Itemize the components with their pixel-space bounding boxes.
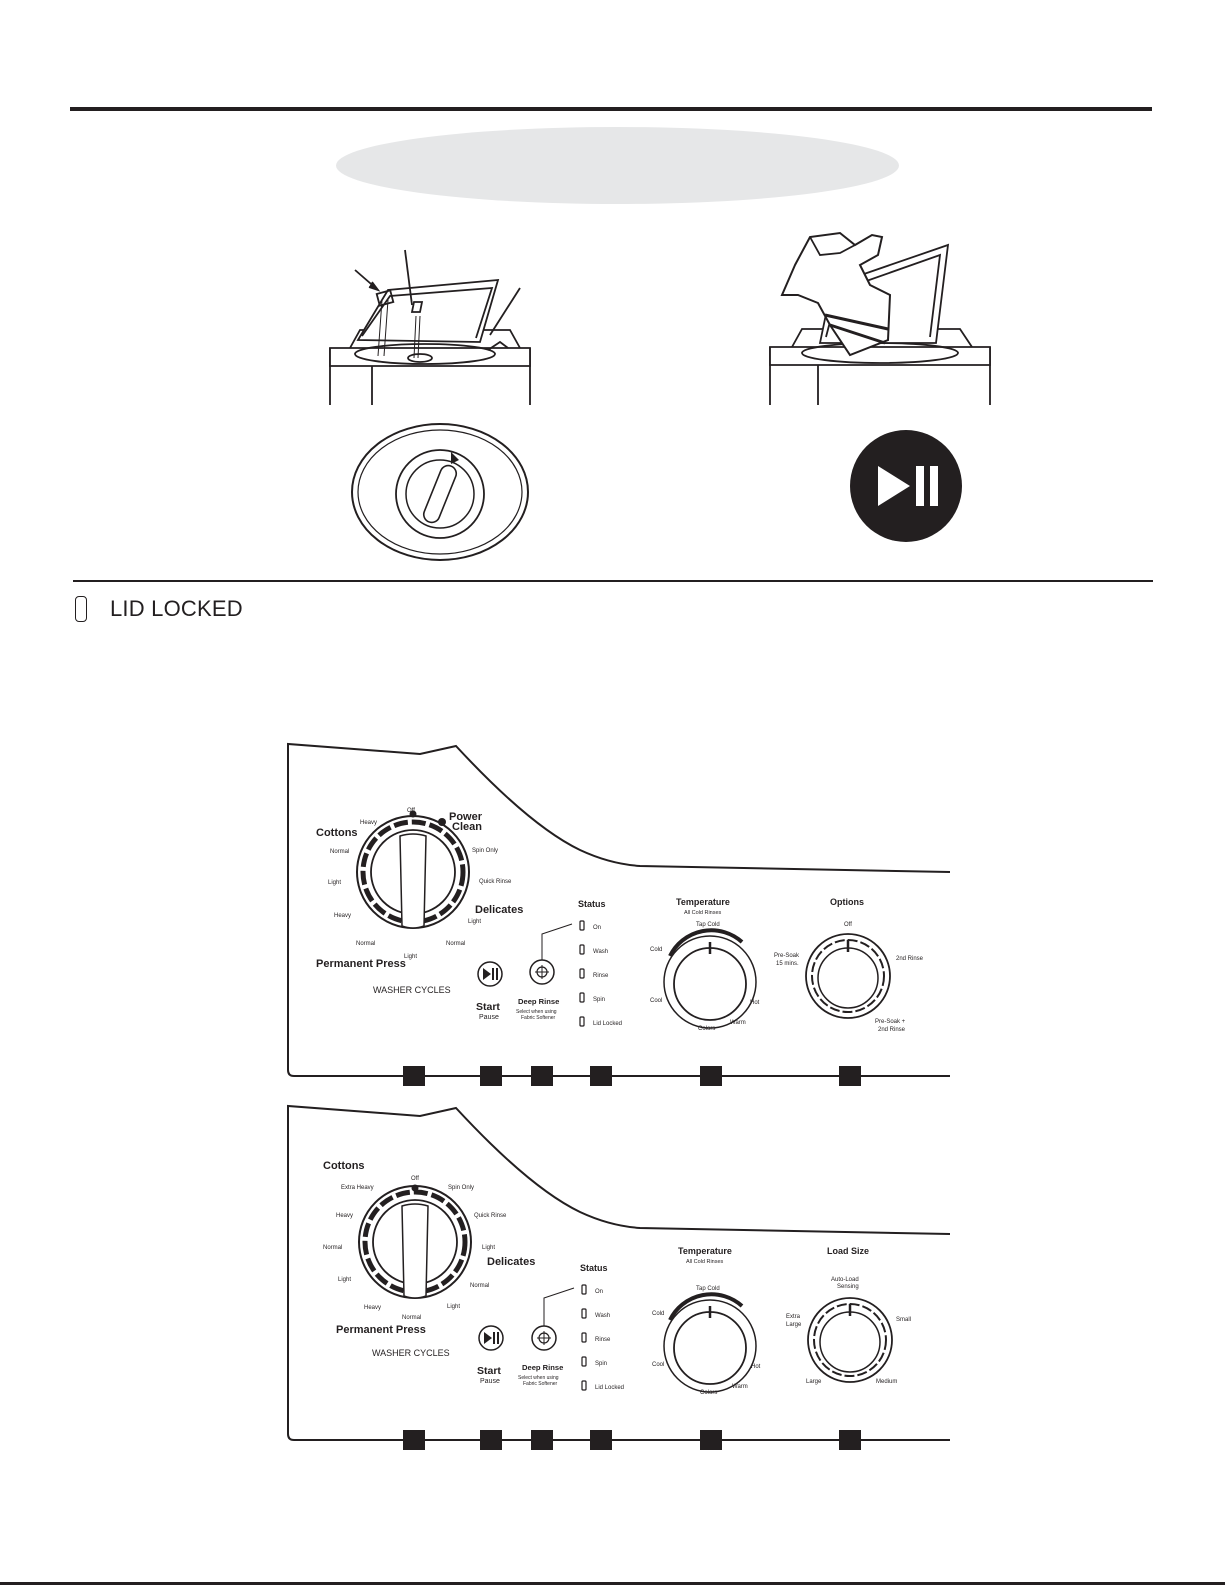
temperature-knob[interactable]: [664, 930, 756, 1028]
status2-wash: Wash: [595, 1313, 611, 1319]
temp2-cold: Cold: [652, 1311, 665, 1317]
cycle-pos-normal-3: Normal: [446, 941, 466, 947]
cycle2-light: Light: [338, 1277, 352, 1283]
temp2-warm: Warm: [732, 1384, 748, 1390]
label-cottons: Cottons: [316, 827, 358, 839]
pause-label-2: Pause: [480, 1378, 500, 1385]
section-rule: [73, 580, 1153, 582]
label2-washer-cycles: WASHER CYCLES: [372, 1348, 450, 1358]
temperature-subtitle: All Cold Rinses: [684, 910, 722, 916]
marker-2: [480, 1066, 502, 1086]
status-on: On: [593, 925, 602, 931]
cycle-pos-spin-only: Spin Only: [472, 848, 499, 854]
temp-cold: Cold: [650, 947, 663, 953]
cycle-pos-quick-rinse: Quick Rinse: [479, 879, 512, 885]
cycle-pos-light-2: Light: [404, 954, 418, 960]
cycle2-light-3: Light: [482, 1245, 496, 1251]
lid-locked-indicator-icon: [75, 596, 87, 622]
load-auto: Auto-Load: [831, 1277, 859, 1283]
load-size-knob[interactable]: [808, 1298, 892, 1382]
control-panel-options: [280, 736, 950, 1086]
status-wash: Wash: [593, 949, 609, 955]
options-title: Options: [830, 897, 864, 907]
load-size-title: Load Size: [827, 1246, 870, 1256]
start-pause-button-2[interactable]: [479, 1326, 503, 1350]
cycle-knob-2[interactable]: [359, 1185, 471, 1299]
marker-1: [403, 1066, 425, 1086]
label-washer-cycles: WASHER CYCLES: [373, 985, 451, 995]
cycle2-normal-3: Normal: [470, 1283, 490, 1289]
load-large: Large: [806, 1379, 822, 1385]
load-small: Small: [896, 1317, 912, 1323]
temp-hot: Hot: [750, 1000, 760, 1006]
start-pause-button[interactable]: [478, 962, 502, 986]
load-extra: Extra: [786, 1314, 801, 1320]
deep-rinse-label-2: Deep Rinse: [522, 1363, 564, 1372]
control-panel-load-size: [280, 1100, 950, 1450]
deep-rinse-label: Deep Rinse: [518, 997, 560, 1006]
marker-3: [531, 1066, 553, 1086]
label2-cottons: Cottons: [323, 1160, 365, 1172]
deep-rinse2-sub-2: Fabric Softener: [523, 1381, 558, 1387]
start-pause-icon: [850, 430, 962, 542]
temp2-cool: Cool: [652, 1362, 665, 1368]
option-presoak-plus-2: 2nd Rinse: [878, 1027, 906, 1033]
marker-6: [839, 1066, 861, 1086]
cycle-pos-heavy-2: Heavy: [334, 913, 352, 919]
marker-4: [590, 1066, 612, 1086]
status-title-2: Status: [580, 1263, 608, 1273]
washer-load-clothes-icon: [760, 225, 1000, 410]
lid-locked-heading: LID LOCKED: [110, 596, 243, 621]
deep-rinse-button-2[interactable]: [532, 1288, 574, 1350]
option-presoak-time: 15 mins.: [776, 961, 799, 967]
cycle-dial-icon: [350, 422, 530, 562]
status2-rinse: Rinse: [595, 1337, 611, 1343]
deep-rinse2-sub-1: Select when using: [518, 1375, 559, 1381]
options-knob[interactable]: [806, 934, 890, 1018]
status2-lid-locked: Lid Locked: [595, 1385, 625, 1391]
cycle-pos-heavy: Heavy: [360, 820, 378, 826]
cycle-pos-normal-2: Normal: [356, 941, 376, 947]
top-rule: [70, 107, 1152, 111]
temp-colors: Colors: [698, 1026, 716, 1032]
temp2-tap-cold: Tap Cold: [696, 1286, 720, 1292]
status-spin: Spin: [593, 997, 606, 1003]
start-label-2: Start: [477, 1365, 501, 1377]
temp2-colors: Colors: [700, 1390, 718, 1396]
deep-rinse-sub-1: Select when using: [516, 1009, 557, 1015]
status-leds-2: [582, 1285, 586, 1390]
status-lid-locked: Lid Locked: [593, 1021, 623, 1027]
cycle-pos-light-3: Light: [468, 919, 482, 925]
status-rinse: Rinse: [593, 973, 609, 979]
deep-rinse-button[interactable]: [530, 924, 572, 984]
status-title: Status: [578, 899, 606, 909]
cycle-pos-light: Light: [328, 880, 342, 886]
option-off: Off: [844, 922, 852, 928]
cycle2-extra-heavy: Extra Heavy: [341, 1185, 374, 1191]
cycle2-off: Off: [411, 1176, 419, 1182]
cycle2-normal-2: Normal: [402, 1315, 422, 1321]
status2-on: On: [595, 1289, 604, 1295]
status2-spin: Spin: [595, 1361, 608, 1367]
label-power: Power: [449, 811, 483, 823]
marker-5: [700, 1066, 722, 1086]
cycle2-quick-rinse: Quick Rinse: [474, 1213, 507, 1219]
deep-rinse-sub-2: Fabric Softener: [521, 1015, 556, 1021]
cycle2-heavy: Heavy: [336, 1213, 354, 1219]
label2-delicates: Delicates: [487, 1256, 536, 1268]
label-delicates: Delicates: [475, 904, 524, 916]
option-presoak: Pre-Soak: [774, 953, 800, 959]
temperature-title: Temperature: [676, 897, 730, 907]
label-clean: Clean: [452, 821, 482, 833]
cycle2-heavy-2: Heavy: [364, 1305, 382, 1311]
cycle-pos-off: Off: [407, 808, 415, 814]
label2-permanent-press: Permanent Press: [336, 1324, 426, 1336]
washer-detergent-icon: [320, 240, 550, 410]
option-presoak-plus: Pre-Soak +: [875, 1019, 906, 1025]
cycle-pos-normal: Normal: [330, 849, 350, 855]
pause-label: Pause: [479, 1014, 499, 1021]
load-auto-2: Sensing: [837, 1284, 859, 1290]
status-leds: [580, 921, 584, 1026]
cycle2-normal: Normal: [323, 1245, 343, 1251]
temperature-title-2: Temperature: [678, 1246, 732, 1256]
load-extra-2: Large: [786, 1322, 802, 1328]
cycle2-spin-only: Spin Only: [448, 1185, 475, 1191]
label-permanent-press: Permanent Press: [316, 958, 406, 970]
temperature-subtitle-2: All Cold Rinses: [686, 1259, 724, 1265]
start-label: Start: [476, 1001, 500, 1013]
temp2-hot: Hot: [751, 1364, 761, 1370]
cycle2-light-2: Light: [447, 1304, 461, 1310]
temp-tap-cold: Tap Cold: [696, 922, 720, 928]
option-2nd-rinse: 2nd Rinse: [896, 956, 924, 962]
temp-cool: Cool: [650, 998, 663, 1004]
title-callout-shape: [336, 127, 899, 204]
load-medium: Medium: [876, 1379, 898, 1385]
temp-warm: Warm: [730, 1020, 746, 1026]
temperature-knob-2[interactable]: [664, 1294, 756, 1392]
